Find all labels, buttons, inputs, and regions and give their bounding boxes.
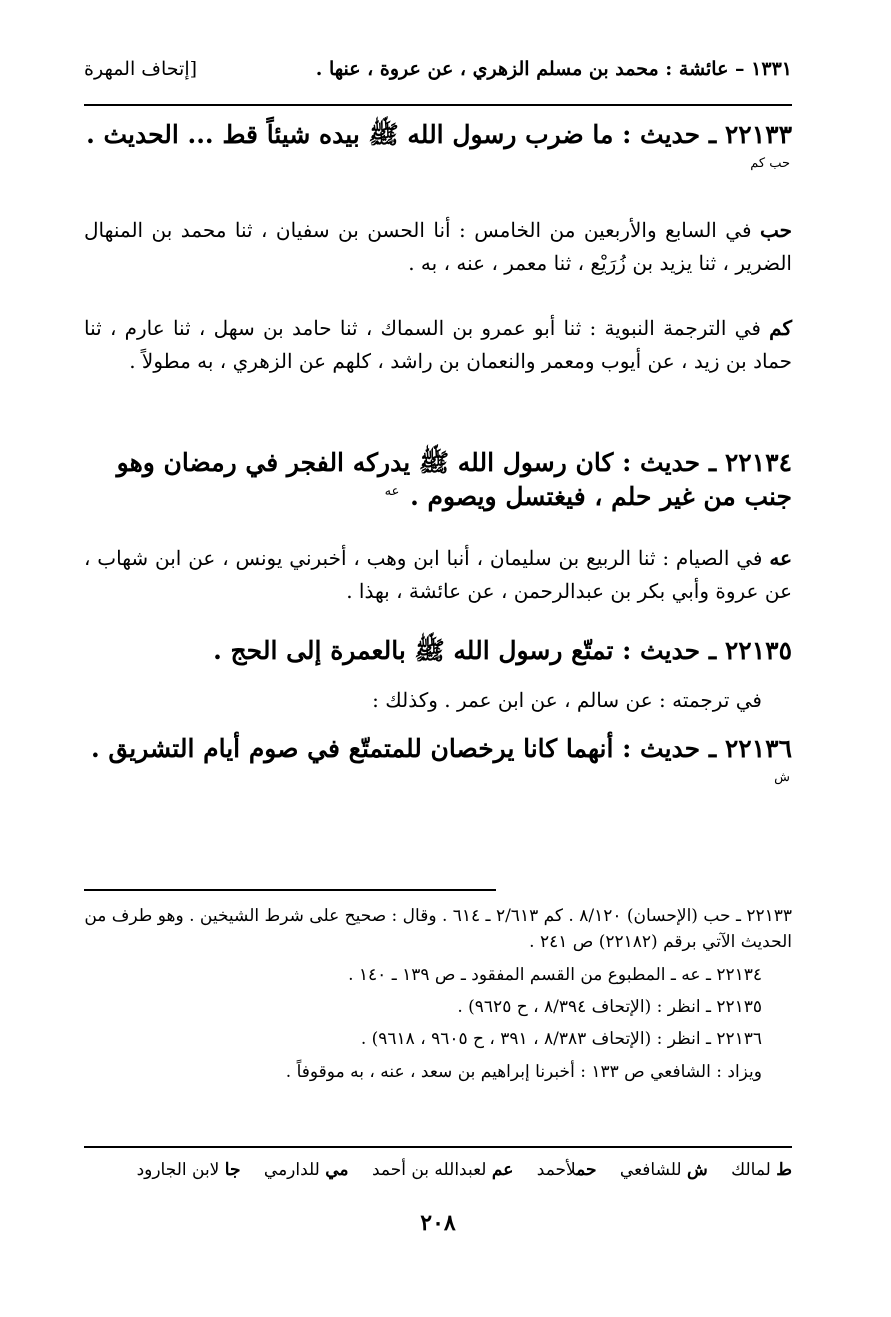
- legend-item: [264, 1160, 349, 1180]
- source-abbr: حب: [759, 218, 792, 242]
- hadith-heading-22136: [84, 732, 792, 800]
- isnad-text: في الصيام : ثنا الربيع بن سليمان ، أنبا ابن وهب ، أخبرني يونس ، عن ابن شهاب ، عن عروة وأبي بكر بن عبدالرحمن ، عن عائشة ، بهذا .: [84, 546, 792, 603]
- footnote-rule: [84, 889, 496, 891]
- legend-abbr: جا: [224, 1160, 241, 1180]
- document-page: [84, 0, 792, 1317]
- hadith-text: ٢٢١٣٣ ـ حديث : ما ضرب رسول الله ﷺ بيده شيئاً قط ... الحديث .: [86, 120, 792, 149]
- legend-item: [731, 1160, 792, 1180]
- legend-item: [137, 1160, 241, 1180]
- legend-text: لأحمد: [536, 1160, 577, 1180]
- hadith-heading-22133: [84, 118, 792, 186]
- footnote: ٢٢١٣٤ ـ عه ـ المطبوع من القسم المفقود ـ ص ١٣٩ ـ ١٤٠ .: [348, 964, 762, 985]
- legend-abbr: ط: [776, 1160, 792, 1180]
- source-symbols: عه: [384, 484, 400, 500]
- hadith-text: ٢٢١٣٥ ـ حديث : تمتّع رسول الله ﷺ بالعمرة إلى الحج .: [213, 636, 792, 665]
- legend-text: لمالك: [731, 1160, 777, 1180]
- isnad-paragraph: [84, 684, 792, 717]
- footnote: ٢٢١٣٥ ـ انظر : (الإتحاف ٨/٣٩٤ ، ح ٩٦٢٥) .: [457, 997, 762, 1018]
- abbreviation-legend: [84, 1160, 792, 1180]
- legend-item: [620, 1160, 708, 1180]
- isnad-paragraph: [84, 214, 792, 280]
- chapter-title: ١٣٣١ – عائشة : محمد بن مسلم الزهري ، عن عروة ، عنها .: [315, 58, 792, 80]
- hadith-heading-22134: [84, 446, 792, 514]
- isnad-text: في السابع والأربعين من الخامس : أنا الحسن بن سفيان ، ثنا محمد بن المنهال الضرير ، ثنا يزيد بن زُرَيْع ، ثنا معمر ، عنه ، به .: [84, 218, 792, 275]
- hadith-text: ٢٢١٣٦ ـ حديث : أنهما كانا يرخصان للمتمتّع في صوم أيام التشريق .: [91, 734, 792, 763]
- legend-abbr: عم: [491, 1160, 514, 1180]
- legend-text: للشافعي: [619, 1160, 687, 1180]
- isnad-text: في الترجمة النبوية : ثنا أبو عمرو بن السماك ، ثنا حامد بن سهل ، ثنا عارم ، ثنا حماد بن زيد ، عن أيوب ومعمر والنعمان بن راشد ، كلهم عن الزهري ، به مطولاً .: [84, 316, 792, 373]
- hadith-heading-22135: [84, 634, 792, 668]
- legend-rule: [84, 1146, 792, 1148]
- book-title: [إتحاف المهرة: [84, 58, 198, 80]
- isnad-text: في ترجمته : عن سالم ، عن ابن عمر . وكذلك :: [372, 688, 762, 712]
- legend-item: [537, 1160, 597, 1180]
- source-abbr: عه: [769, 546, 792, 570]
- hadith-text: ٢٢١٣٤ ـ حديث : كان رسول الله ﷺ يدركه الفجر في رمضان وهو جنب من غير حلم ، فيغتسل ويصوم .: [116, 448, 792, 511]
- legend-abbr: ش: [686, 1160, 708, 1180]
- legend-abbr: حم: [576, 1160, 597, 1180]
- page-number: ٢٠٨: [420, 1210, 456, 1236]
- legend-text: للدارمي: [263, 1160, 326, 1180]
- footnote: ويزاد : الشافعي ص ١٣٣ : أخبرنا إبراهيم بن سعد ، عنه ، به موقوفاً .: [285, 1061, 762, 1082]
- source-symbols: حب كم: [750, 156, 790, 172]
- footnotes: [84, 903, 792, 1091]
- footnote: ٢٢١٣٣ ـ حب (الإحسان) ٨/١٢٠ . كم ٢/٦١٣ ـ ٦١٤ . وقال : صحيح على شرط الشيخين . وهو طرف من الحديث الآتي برقم (٢٢١٨٢) ص ٢٤١ .: [84, 906, 792, 953]
- legend-item: [372, 1160, 513, 1180]
- legend-text: لعبدالله بن أحمد: [371, 1160, 492, 1180]
- isnad-paragraph: [84, 542, 792, 608]
- legend-text: لابن الجارود: [136, 1160, 225, 1180]
- running-header: [84, 52, 792, 92]
- source-symbols: ش: [774, 770, 790, 786]
- header-rule: [84, 104, 792, 106]
- footnote: ٢٢١٣٦ ـ انظر : (الإتحاف ٨/٣٨٣ ، ٣٩١ ، ح ٩٦٠٥ ، ٩٦١٨) .: [360, 1029, 762, 1050]
- isnad-paragraph: [84, 312, 792, 378]
- legend-abbr: مي: [325, 1160, 349, 1180]
- source-abbr: كم: [769, 316, 792, 340]
